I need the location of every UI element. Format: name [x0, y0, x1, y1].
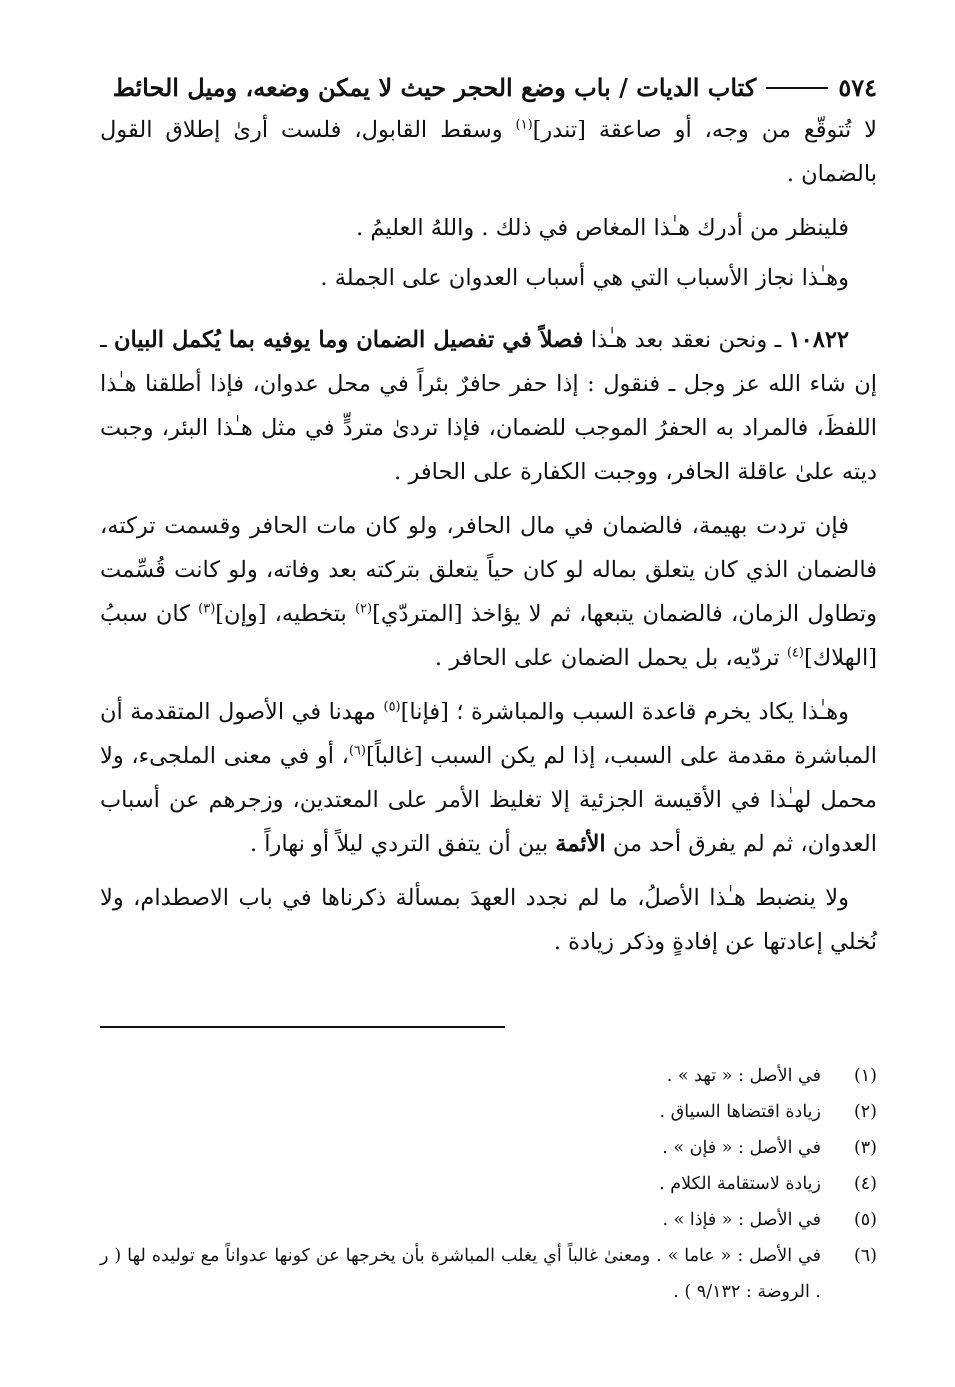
footnote-text: زيادة لاستقامة الكلام .	[659, 1174, 821, 1194]
bold-word: الأئمة	[555, 831, 606, 857]
footnote-ref-3: (٣)	[198, 601, 216, 617]
text-run: ، أو في معنى الملجىء، ولا محمل لهـٰذا في الأقيسة الجزئية إلا تغليظ الأمر على المعتدين، وزجرهم عن أسباب العدوان، ثم لم يفرق أحد من	[100, 743, 877, 857]
text-run: بتخطيه، [وإن]	[215, 601, 355, 627]
footnote-ref-2: (٢)	[354, 601, 373, 617]
text-run: كان سببُ [الهلاك]	[100, 601, 877, 671]
footnote-separator	[100, 1026, 505, 1028]
footnote-text: في الأصل : « تهد » .	[666, 1066, 821, 1086]
paragraph-5	[100, 504, 877, 680]
paragraph-1	[100, 108, 877, 196]
footnote-text: في الأصل : « عاما » . ومعنىٰ غالباً أي يغلب المباشرة بأن يخرجها عن كونها عدواناً مع توليده لها ( ر . الروضة : ٩/١٣٢ ) .	[100, 1246, 821, 1302]
footnote-number: (٥)	[853, 1210, 877, 1230]
footnote-number: (٢)	[853, 1102, 877, 1122]
text-run: لا تُتوقّع من وجه، أو صاعقة [تندر]	[532, 117, 877, 143]
section-number: ١٠٨٢٢	[788, 327, 849, 353]
footnote-ref-6: (٦)	[348, 743, 366, 759]
text-run: ولا ينضبط هـٰذا الأصلُ، ما لم نجدد العهدَ بمسألة ذكرناها في باب الاصطدام، ولا نُخلي إعادتها عن إفادةٍ وذكر زيادة .	[100, 885, 877, 955]
footnote-item	[100, 1166, 877, 1202]
text-run: وهـٰذا نجاز الأسباب التي هي أسباب العدوان على الجملة .	[320, 265, 849, 291]
page-number: ٥٧٤	[838, 73, 877, 102]
footnote-number: (١)	[853, 1066, 877, 1086]
bold-phrase: فصلاً في تفصيل الضمان وما يوفيه بما يُكمل البيان	[113, 327, 584, 353]
page-body	[100, 68, 877, 974]
paragraph-2	[100, 206, 877, 250]
footnote-item	[100, 1094, 877, 1130]
text-run: فلينظر من أدرك هـٰذا المغاص في ذلك . واللهُ العليمُ .	[356, 215, 849, 241]
footnote-item	[100, 1058, 877, 1094]
footnote-number: (٦)	[853, 1246, 877, 1266]
text-run: ـ ونحن نعقد بعد هـٰذا	[583, 327, 789, 353]
footnote-ref-1: (١)	[515, 117, 533, 133]
footnote-text: في الأصل : « فإذا » .	[662, 1210, 821, 1230]
footnote-item	[100, 1202, 877, 1238]
paragraph-4	[100, 318, 877, 494]
text-run: ـ إن شاء الله عز وجل ـ فنقول : إذا حفر حافرٌ بئراً في محل عدوان، فإذا أطلقنا هـٰذا اللفظَ، فالمراد به الحفرُ الموجب للضمان، فإذا تردىٰ متردٍّ في مثل هـٰذا البئر، وجبت ديته علىٰ عاقلة الحافر، ووجبت الكفارة على الحافر .	[100, 327, 877, 485]
footnote-number: (٣)	[853, 1138, 877, 1158]
footnote-item	[100, 1130, 877, 1166]
running-header	[100, 68, 877, 108]
text-run: فإن تردت بهيمة، فالضمان في مال الحافر، ولو كان مات الحافر وقسمت تركته، فالضمان الذي كان يتعلق بماله لو كان حياً يتعلق بتركته بعد وفاته، ولو كانت قُسِّمت وتطاول الزمان، فالضمان يتبعها، ثم لا يؤاخذ [المتردّي]	[100, 513, 877, 627]
footnote-item	[100, 1238, 877, 1310]
text-run: بين أن يتفق التردي ليلاً أو نهاراً .	[249, 831, 556, 857]
header-title: كتاب الديات / باب وضع الحجر حيث لا يمكن وضعه، وميل الحائط	[112, 73, 757, 102]
text-run: وهـٰذا يكاد يخرم قاعدة السبب والمباشرة ؛ [فإنا]	[400, 699, 849, 725]
footnote-ref-4: (٤)	[786, 645, 804, 661]
paragraph-6	[100, 690, 877, 866]
footnote-text: في الأصل : « فإن » .	[662, 1138, 821, 1158]
header-rule	[766, 87, 828, 89]
text-run: وسقط القابول، فلست أرىٰ إطلاق القول بالضمان .	[100, 117, 877, 187]
footnote-ref-5: (٥)	[383, 699, 401, 715]
paragraph-3	[100, 256, 877, 300]
footnote-number: (٤)	[853, 1174, 877, 1194]
footnote-text: زيادة اقتضاها السياق .	[659, 1102, 821, 1122]
text-run: مهدنا في الأصول المتقدمة أن المباشرة مقدمة على السبب، إذا لم يكن السبب [غالباً]	[100, 699, 878, 769]
footnotes	[100, 1058, 877, 1310]
text-run: تردّيه، بل يحمل الضمان على الحافر .	[434, 645, 787, 671]
paragraph-7	[100, 876, 877, 964]
